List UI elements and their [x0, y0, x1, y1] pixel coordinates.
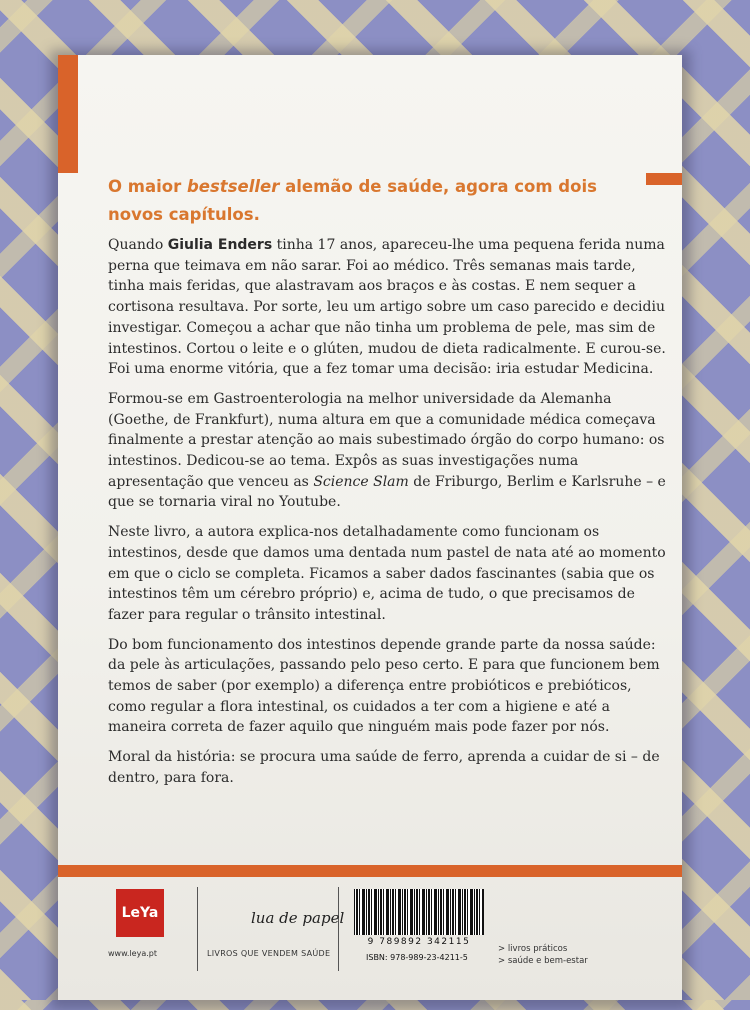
barcode-number: 9 789892 342115: [367, 937, 471, 947]
paragraph-4: Do bom funcionamento dos intestinos depende grande parte da nossa saúde: da pele às articulações, passando pelo peso certo. E para que funcionem bem temos de saber (por exemplo) a diferença entre probióticos e prebióticos, como regular a flora intestinal, os cuidados a ter com a higiene e até a maneira correta de fazer aquilo que ninguém mais pode fazer por nós.: [108, 636, 660, 736]
leya-url: www.leya.pt: [108, 949, 157, 958]
headline: [108, 173, 628, 229]
orange-bottom-rule: [58, 865, 682, 877]
book-back-cover: [58, 55, 682, 1000]
series-labels: [498, 943, 588, 967]
series-label-2: > saúde e bem-estar: [498, 956, 588, 966]
headline-emphasis: bestseller: [186, 177, 280, 196]
barcode-block: [348, 887, 488, 971]
author-name: Giulia Enders: [167, 237, 273, 253]
paragraph-1: [108, 235, 668, 380]
paragraph-1-text-b: tinha 17 anos, apareceu-lhe uma pequena ferida numa perna que teimava em não sarar. Foi ao médico. Três semanas mais tarde, tinha mais feridas, que alastravam aos braços e às costas. E nem sequer a cortisona resultava. Por sorte, leu um artigo sobre um caso parecido e decidiu investigar. Começou a achar que não tinha um problema de pele, mas sim de intestinos. Cortou o leite e o glúten, mudou de dieta radicalmente. E curou-se. Foi uma enorme vitória, que a fez tomar uma decisão: iria estudar Medicina.: [108, 237, 666, 378]
headline-suffix: alemão de saúde, agora com dois novos capítulos.: [108, 177, 597, 224]
headline-prefix: O maior: [108, 177, 187, 196]
leya-block: [78, 887, 198, 971]
isbn: ISBN: 978-989-23-4211-5: [366, 953, 468, 962]
orange-corner-mark: [58, 55, 78, 173]
science-slam-emphasis: Science Slam: [313, 473, 409, 490]
paragraph-1-text-a: Quando: [108, 237, 168, 253]
paragraph-2-text-a: Formou-se em Gastroenterologia na melhor universidade da Alemanha (Goethe, de Frankfurt), numa altura em que a comunidade médica começava finalmente a prestar atenção ao mais subestimado órgão do corpo humano: os intestinos. Dedicou-se ao tema. Expôs as suas investigações numa apresentação que venceu as: [108, 390, 665, 490]
lua-logo-text: lua de papel: [251, 909, 345, 927]
lua-de-papel-logo: [211, 889, 345, 941]
orange-edge-mark: [646, 173, 682, 185]
paragraph-3: Neste livro, a autora explica-nos detalhadamente como funcionam os intestinos, desde que damos uma dentada num pastel de nata até ao momento em que o ciclo se completa. Ficamos a saber dados fascinantes (sabia que os intestinos têm um cérebro próprio) e, acima de tudo, o que precisamos de fazer para regular o trânsito intestinal.: [108, 524, 666, 623]
lua-de-papel-block: [199, 887, 345, 971]
publisher-footer: [78, 887, 682, 997]
lua-tagline: LIVROS QUE VENDEM SAÚDE: [207, 949, 331, 958]
crescent-moon-icon: [215, 897, 233, 933]
paragraph-5: Moral da história: se procura uma saúde de ferro, aprenda a cuidar de si – de dentro, para fora.: [108, 749, 660, 786]
blurb: [108, 235, 668, 798]
barcode-icon: [354, 889, 484, 935]
paragraph-2: [108, 389, 668, 513]
paragraph-2-text-b: de Friburgo, Berlim e Karlsruhe – e que se tornaria viral no Youtube.: [108, 473, 666, 511]
series-label-1: > livros práticos: [498, 944, 568, 954]
leya-logo: LeYa: [116, 889, 164, 937]
